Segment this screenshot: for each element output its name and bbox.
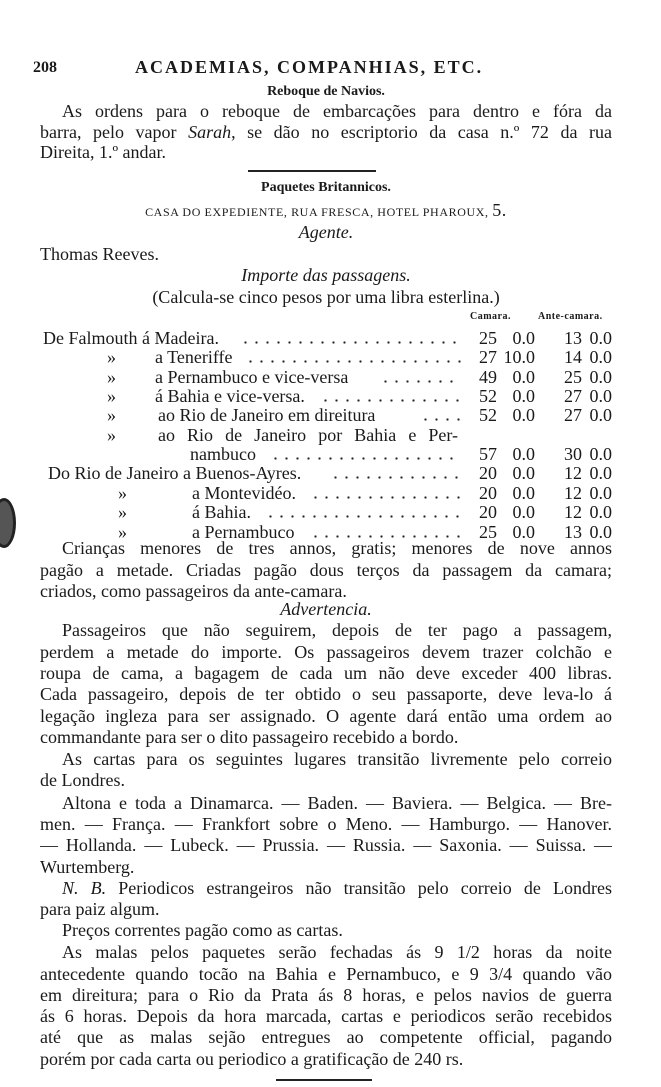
fares-heading: Importe das passagens.	[241, 265, 411, 285]
camara-shillings: 0.0	[512, 502, 535, 522]
agent-heading: Agente.	[298, 222, 354, 242]
text-line: ás 6 horas. Depois da hora marcada, cartas e periodicos serão recebidos	[40, 1006, 612, 1026]
dot-leader	[420, 418, 461, 421]
fare-route: ao Rio de Janeiro por Bahia e Per-	[158, 425, 458, 445]
text-line: Cada passageiro, depois de ter obtido o seu passaporte, deve leva-lo á	[40, 684, 612, 704]
ante-shillings: 0.0	[589, 463, 612, 483]
address-number: 5.	[492, 200, 507, 220]
camara-shillings: 0.0	[512, 463, 535, 483]
dot-leader	[240, 341, 461, 344]
ante-shillings: 0.0	[589, 522, 612, 542]
page-number: 208	[33, 59, 57, 76]
camara-shillings: 0.0	[512, 444, 535, 464]
camara-pounds: 57	[479, 444, 497, 464]
ante-pounds: 13	[564, 328, 582, 348]
ante-shillings: 0.0	[589, 483, 612, 503]
ante-pounds: 27	[564, 405, 582, 425]
fare-route: a Pernambuco	[192, 522, 295, 542]
fare-row	[0, 367, 661, 387]
dot-leader	[310, 496, 461, 499]
text-span: Periodicos estrangeiros não transitão pelo correio de Londres	[118, 878, 612, 898]
fare-row	[0, 483, 661, 503]
ditto-mark: »	[107, 405, 116, 425]
text-line: commandante para ser o dito passageiro recebido a bordo.	[40, 727, 459, 747]
camara-shillings: 0.0	[512, 483, 535, 503]
ante-shillings: 0.0	[589, 502, 612, 522]
fare-row	[0, 405, 661, 425]
fare-row	[0, 425, 661, 445]
dot-leader	[320, 399, 461, 402]
camara-pounds: 20	[479, 483, 497, 503]
text-line: men. — França. — Frankfort sobre o Meno. — Hamburgo. — Hanover.	[40, 814, 612, 834]
fare-route: á Bahia.	[192, 502, 251, 522]
ante-shillings: 0.0	[589, 347, 612, 367]
camara-pounds: 52	[479, 386, 497, 406]
camara-pounds: 52	[479, 405, 497, 425]
text-span: barra, pelo vapor	[40, 122, 177, 142]
text-line: As cartas para os seguintes lugares transitão livremente pelo correio	[62, 749, 612, 769]
ante-pounds: 27	[564, 386, 582, 406]
ante-pounds: 12	[564, 483, 582, 503]
ante-shillings: 0.0	[589, 386, 612, 406]
section-heading-reboque: Reboque de Navios.	[267, 84, 385, 99]
camara-pounds: 25	[479, 328, 497, 348]
camara-shillings: 0.0	[512, 405, 535, 425]
text-line: para paiz algum.	[40, 899, 160, 919]
fare-row	[0, 502, 661, 522]
text-line	[62, 877, 612, 899]
text-line: Direita, 1.º andar.	[40, 142, 167, 162]
ante-pounds: 12	[564, 463, 582, 483]
fare-route: De Falmouth á Madeira.	[43, 328, 219, 348]
ditto-mark: »	[118, 522, 127, 542]
fare-row	[0, 386, 661, 406]
camara-shillings: 0.0	[512, 367, 535, 387]
camara-pounds: 27	[479, 347, 497, 367]
fare-route: ao Rio de Janeiro em direitura	[158, 405, 376, 425]
text-line: Passageiros que não seguirem, depois de ter pago a passagem,	[62, 620, 612, 640]
text-line	[40, 121, 612, 143]
section-heading-paquetes: Paquetes Britannicos.	[261, 180, 391, 195]
dot-leader	[380, 380, 461, 383]
text-line: roupa de cama, a bagagem de cada um não deve exceder 400 libras.	[40, 663, 612, 683]
advertencia-heading: Advertencia.	[280, 599, 372, 619]
ante-pounds: 30	[564, 444, 582, 464]
text-line: legação ingleza para ser assignado. O agente dará então uma ordem ao	[40, 706, 612, 726]
camara-shillings: 0.0	[512, 522, 535, 542]
camara-shillings: 0.0	[512, 328, 535, 348]
ante-shillings: 0.0	[589, 367, 612, 387]
camara-pounds: 20	[479, 463, 497, 483]
divider	[248, 170, 376, 172]
fare-row	[0, 444, 661, 464]
fare-row	[0, 463, 661, 483]
fare-row	[0, 328, 661, 348]
ditto-mark: »	[107, 347, 116, 367]
divider	[276, 1079, 372, 1081]
text-line: — Hollanda. — Lubeck. — Prussia. — Russia. — Saxonia. — Suissa. —	[40, 835, 612, 855]
ante-shillings: 0.0	[589, 444, 612, 464]
ante-shillings: 0.0	[589, 328, 612, 348]
ditto-mark: »	[107, 425, 116, 445]
dot-leader	[245, 360, 461, 363]
text-line: Altona e toda a Dinamarca. — Baden. — Baviera. — Belgica. — Bre-	[62, 793, 612, 813]
text-line: As ordens para o reboque de embarcações para dentro e fóra da	[62, 101, 612, 121]
camara-pounds: 20	[479, 502, 497, 522]
text-line: pagão a metade. Criadas pagão dous terços da passagem da camara;	[40, 560, 612, 580]
text-line: perdem a metade do importe. Os passageiros devem trazer colchão e	[40, 642, 612, 662]
text-line: em direitura; para o Rio da Prata ás 8 horas, e pelos navios de guerra	[40, 985, 612, 1005]
fare-route: Do Rio de Janeiro a Buenos-Ayres.	[48, 463, 302, 483]
address: CASA DO EXPEDIENTE, RUA FRESCA, HOTEL PHAROUX,	[145, 205, 489, 219]
column-header-camara: Camara.	[470, 311, 511, 322]
ditto-mark: »	[118, 483, 127, 503]
text-line: As malas pelos paquetes serão fechadas ás 9 1/2 horas da noite	[62, 942, 612, 962]
text-line: Preços correntes pagão como as cartas.	[62, 920, 343, 940]
dot-leader	[270, 457, 461, 460]
text-line: Wurtemberg.	[40, 857, 135, 877]
ante-pounds: 25	[564, 367, 582, 387]
ante-pounds: 12	[564, 502, 582, 522]
ditto-mark: »	[107, 386, 116, 406]
nb-label: N. B.	[62, 878, 107, 898]
dot-leader	[265, 515, 461, 518]
ship-name: Sarah	[188, 122, 232, 142]
address-line	[40, 199, 612, 221]
ante-shillings: 0.0	[589, 405, 612, 425]
text-line: antecedente quando tocão na Bahia e Pernambuco, e 9 3/4 quando vão	[40, 964, 612, 984]
text-line: porém por cada carta ou periodico a gratificação de 240 rs.	[40, 1049, 464, 1069]
fares-note: (Calcula-se cinco pesos por uma libra esterlina.)	[152, 287, 500, 307]
camara-shillings: 10.0	[503, 347, 535, 367]
text-line: até que as malas sejão entregues ao competente official, pagando	[40, 1027, 612, 1047]
camara-pounds: 49	[479, 367, 497, 387]
camara-shillings: 0.0	[512, 386, 535, 406]
ditto-mark: »	[107, 367, 116, 387]
dot-leader	[330, 476, 461, 479]
text-line: criados, como passageiros da ante-camara.	[40, 581, 347, 601]
fare-route: a Montevidéo.	[192, 483, 296, 503]
fare-route-continued: nambuco	[190, 444, 256, 464]
column-header-ante-camara: Ante-camara.	[538, 311, 603, 322]
running-title: ACADEMIAS, COMPANHIAS, ETC.	[135, 57, 484, 77]
text-span: , se dão no escriptorio da casa n.º 72 da rua	[231, 122, 612, 142]
text-line: Crianças menores de tres annos, gratis; menores de nove annos	[62, 538, 612, 558]
text-line: de Londres.	[40, 770, 125, 790]
ditto-mark: »	[118, 502, 127, 522]
ante-pounds: 14	[564, 347, 582, 367]
fare-route: a Teneriffe	[155, 347, 233, 367]
agent-name: Thomas Reeves.	[40, 244, 159, 264]
fare-row	[0, 347, 661, 367]
ante-pounds: 13	[564, 522, 582, 542]
camara-pounds: 25	[479, 522, 497, 542]
fare-route: a Pernambuco e vice-versa	[155, 367, 349, 387]
fare-route: á Bahia e vice-versa.	[155, 386, 305, 406]
